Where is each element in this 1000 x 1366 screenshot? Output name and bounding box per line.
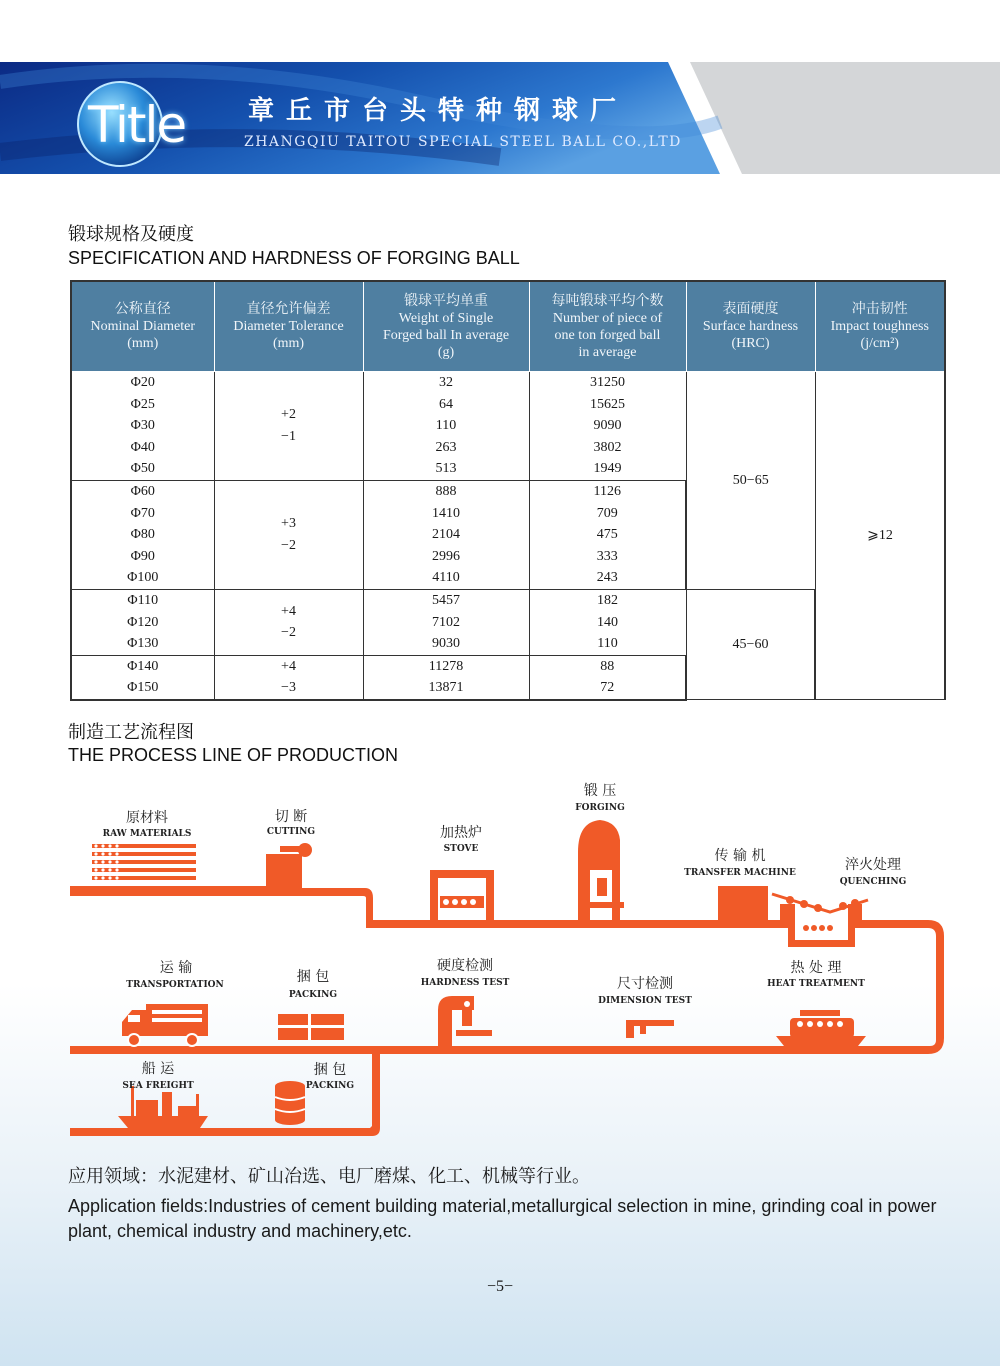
label-stove-en: STOVE	[443, 844, 479, 854]
weight-cell: 11278 13871	[363, 655, 529, 700]
col-header-en: Weight of Single	[398, 310, 494, 326]
label-heat-en: HEAT TREATMENT	[767, 979, 865, 989]
spec-title-cn: 锻球规格及硬度	[68, 224, 194, 245]
col-header-en: in average	[578, 344, 637, 360]
logo: Title	[88, 96, 186, 154]
col-header-unit: (j/cm²)	[860, 336, 899, 351]
label-transport-cn: 运 输	[159, 960, 193, 976]
count-cell: 182 140 110	[529, 589, 686, 655]
tolerance-cell: +2 −1	[214, 372, 363, 481]
col-header-en: Diameter Tolerance	[233, 319, 344, 334]
weight-cell: 32 64 110 263 513	[363, 372, 529, 481]
label-heat-cn: 热 处 理	[790, 960, 842, 976]
label-hardness-en: HARDNESS TEST	[420, 978, 510, 988]
heat-treatment-icon	[776, 1010, 866, 1046]
process-diagram	[0, 770, 1000, 1150]
col-header-cn: 每吨锻球平均个数	[551, 293, 664, 309]
page-number: −5−	[486, 1278, 514, 1295]
count-cell: 31250 15625 9090 3802 1949	[529, 372, 686, 481]
weight-cell: 5457 7102 9030	[363, 589, 529, 655]
label-forging-en: FORGING	[575, 803, 625, 813]
cutting-icon	[266, 843, 312, 888]
label-packing2-cn: 捆 包	[313, 1062, 347, 1078]
label-packing1-en: PACKING	[288, 990, 338, 1000]
col-header-weight	[363, 281, 529, 372]
count-cell: 1126 709 475 333 243	[529, 480, 686, 589]
col-header-unit: (mm)	[127, 336, 159, 351]
stove-icon	[430, 870, 494, 920]
forging-press-icon	[578, 820, 624, 920]
table-header-row	[71, 281, 945, 372]
col-header-unit: (g)	[437, 344, 455, 360]
col-header-en: Nominal Diameter	[90, 319, 196, 334]
label-stove-cn: 加热炉	[440, 825, 482, 841]
diameter-cell: Φ60 Φ70 Φ80 Φ90 Φ100	[71, 480, 214, 589]
col-header-cn: 冲击韧性	[851, 302, 908, 317]
hardness-cell: 50−65	[686, 372, 815, 590]
label-quenching-cn: 淬火处理	[845, 857, 901, 873]
col-header-toughness	[815, 281, 945, 372]
col-header-diameter	[71, 281, 214, 372]
col-header-tolerance	[214, 281, 363, 372]
label-transfer-cn: 传 输 机	[714, 848, 766, 864]
col-header-hardness	[686, 281, 815, 372]
raw-materials-icon	[92, 844, 196, 880]
label-transport-en: TRANSPORTATION	[126, 980, 224, 990]
process-title-cn: 制造工艺流程图	[68, 722, 194, 743]
company-name-en: ZHANGQIU TAITOU SPECIAL STEEL BALL CO.,LTD	[244, 134, 682, 150]
col-header-unit: (mm)	[272, 336, 305, 351]
table-row	[71, 372, 945, 481]
label-packing1-cn: 捆 包	[296, 969, 330, 985]
toughness-cell: ⩾12	[815, 372, 945, 700]
col-header-en: Surface hardness	[702, 319, 799, 334]
label-packing2-en: PACKING	[305, 1081, 355, 1091]
hardness-tester-icon	[438, 996, 492, 1046]
tolerance-cell: +4 −3	[214, 655, 363, 700]
col-header-en: one ton forged ball	[554, 327, 661, 343]
application-fields-en: Application fields:Industries of cement building material,metallurgical selection in mine, grinding coal in power plant, chemical industry and machinery,etc.	[68, 1196, 937, 1241]
col-header-count	[529, 281, 686, 372]
spec-table	[70, 280, 946, 701]
truck-icon	[122, 1004, 208, 1046]
count-cell: 88 72	[529, 655, 686, 700]
packing-box-icon	[278, 1014, 344, 1040]
label-sea-en: SEA FREIGHT	[122, 1081, 194, 1091]
col-header-cn: 公称直径	[114, 302, 171, 317]
caliper-icon	[626, 1020, 674, 1038]
col-header-en: Impact toughness	[830, 319, 929, 334]
company-name-cn: 章丘市台头特种钢球厂	[248, 96, 629, 126]
label-dimension-en: DIMENSION TEST	[598, 996, 692, 1006]
label-cutting-cn: 切 断	[274, 809, 308, 825]
barrel-stack-icon	[275, 1081, 305, 1125]
label-sea-cn: 船 运	[141, 1061, 175, 1077]
col-header-unit: (HRC)	[731, 336, 770, 351]
label-raw-cn: 原材料	[126, 810, 168, 826]
label-dimension-cn: 尺寸检测	[617, 976, 673, 992]
application-fields-cn: 应用领域：水泥建材、矿山冶选、电厂磨煤、化工、机械等行业。	[68, 1166, 590, 1187]
ship-icon	[118, 1086, 208, 1128]
col-header-cn: 直径允许偏差	[246, 302, 331, 317]
col-header-cn: 表面硬度	[722, 302, 779, 317]
tolerance-cell: +3 −2	[214, 480, 363, 589]
label-transfer-en: TRANSFER MACHINE	[684, 868, 796, 878]
spec-title-en: SPECIFICATION AND HARDNESS OF FORGING BALL	[68, 248, 520, 268]
label-hardness-cn: 硬度检测	[437, 958, 493, 974]
col-header-en: Number of piece of	[552, 310, 663, 326]
label-quenching-en: QUENCHING	[839, 877, 907, 887]
col-header-en: Forged ball In average	[382, 327, 510, 343]
diameter-cell: Φ20 Φ25 Φ30 Φ40 Φ50	[71, 372, 214, 481]
process-title-en: THE PROCESS LINE OF PRODUCTION	[68, 745, 399, 765]
diameter-cell: Φ110 Φ120 Φ130	[71, 589, 214, 655]
label-raw-en: RAW MATERIALS	[102, 829, 192, 839]
diameter-cell: Φ140 Φ150	[71, 655, 214, 700]
transfer-machine-icon	[718, 886, 768, 920]
label-forging-cn: 锻 压	[583, 783, 617, 799]
tolerance-cell: +4 −2	[214, 589, 363, 655]
col-header-cn: 锻球平均单重	[404, 293, 488, 309]
table-row	[71, 589, 945, 655]
hardness-cell: 45−60	[686, 589, 815, 699]
label-cutting-en: CUTTING	[266, 827, 316, 837]
weight-cell: 888 1410 2104 2996 4110	[363, 480, 529, 589]
